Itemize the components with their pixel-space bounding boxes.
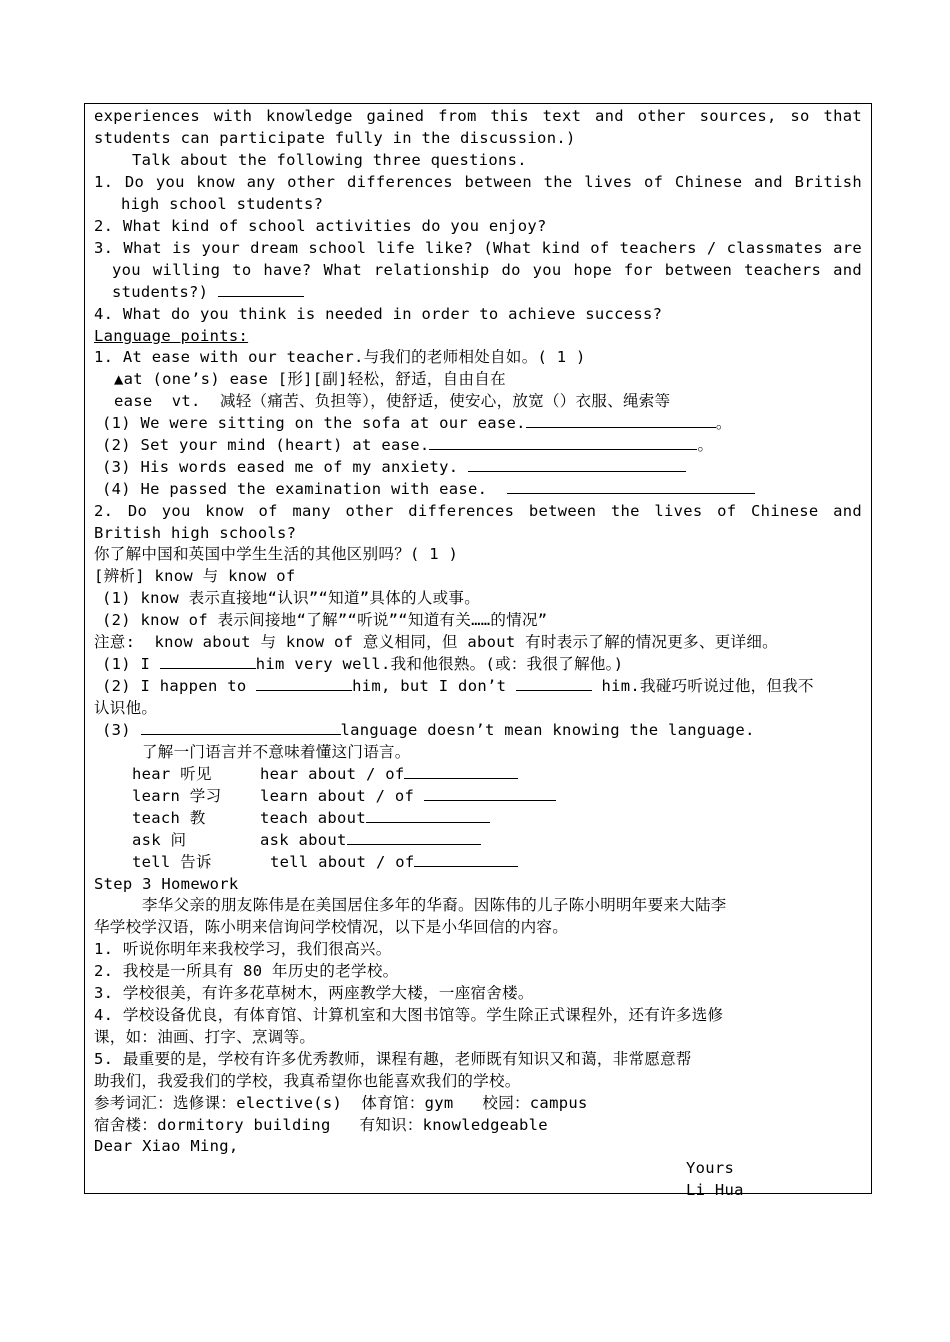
exercise-line: (3) language doesn’t mean knowing the language. [102, 721, 755, 739]
text-line: 了解一门语言并不意味着懂这门语言。 [142, 743, 411, 761]
example-line: (2) Set your mind (heart) at ease. 。 [102, 436, 714, 454]
text-line: 课，如：油画、打字、烹调等。 [94, 1028, 316, 1046]
answer-blank[interactable] [404, 764, 518, 779]
text-line: 2. Do you know of many other differences between the lives of Chinese and [94, 502, 862, 520]
letter-closing: Yours [686, 1159, 735, 1177]
section-heading: Step 3 Homework [94, 875, 239, 893]
text-line: students can participate fully in the discussion.) [94, 129, 576, 147]
text-line: 李华父亲的朋友陈伟是在美国居住多年的华裔。因陈伟的儿子陈小明明年要来大陆李 [142, 896, 727, 914]
list-item: 4. 学校设备优良，有体育馆、计算机室和大图书馆等。学生除正式课程外，还有许多选修 [94, 1006, 724, 1024]
vocab-phrase: ask about [260, 829, 481, 851]
letter-signature: Li Hua [686, 1181, 744, 1199]
text-line: 你了解中国和英国中学生生活的其他区别吗？( 1 ) [94, 545, 459, 563]
list-item: 2. 我校是一所具有 80 年历史的老学校。 [94, 962, 399, 980]
question-4: 4. What do you think is needed in order to achieve success? [94, 305, 663, 323]
text-line: British high schools? [94, 524, 297, 542]
example-line: (4) He passed the examination with ease. [102, 478, 755, 500]
vocab-phrase: teach about [260, 807, 490, 829]
question-2: 2. What kind of school activities do you enjoy? [94, 217, 547, 235]
answer-blank[interactable] [429, 435, 697, 450]
exercise-line: (1) I him very well.我和他很熟。(或：我很了解他。) [102, 655, 624, 673]
answer-blank[interactable] [468, 457, 686, 472]
text-line: you willing to have? What relationship do you hope for between teachers and [112, 261, 862, 279]
text-line: Talk about the following three questions. [132, 151, 527, 169]
vocab-reference: 宿舍楼：dormitory building 有知识：knowledgeable [94, 1116, 548, 1134]
text-line: 助我们，我爱我们的学校，我真希望你也能喜欢我们的学校。 [94, 1072, 521, 1090]
vocab-word: teach 教 [132, 809, 206, 827]
vocab-phrase: tell about / of [270, 851, 518, 873]
text-line: 华学校学汉语，陈小明来信询问学校情况，以下是小华回信的内容。 [94, 918, 569, 936]
text-line: experiences with knowledge gained from this text and other sources, so that [94, 107, 862, 125]
answer-blank[interactable] [526, 413, 716, 428]
text-line: ▲at (one’s) ease [形][副]轻松，舒适，自由自在 [114, 370, 506, 388]
section-heading: Language points: [94, 327, 249, 345]
example-line: (1) We were sitting on the sofa at our ease. 。 [102, 414, 732, 432]
note-line: 注意: know about 与 know of 意义相同，但 about 有时表示了解的情况更多、更详细。 [94, 633, 778, 651]
answer-blank[interactable] [218, 282, 304, 297]
text-line: 1. At ease with our teacher.与我们的老师相处自如。( 1 ) [94, 348, 586, 366]
text-line: [辨析] know 与 know of [94, 567, 296, 585]
answer-blank[interactable] [414, 852, 518, 867]
vocab-word: hear 听见 [132, 765, 212, 783]
answer-blank[interactable] [516, 676, 592, 691]
text-line: (1) know 表示直接地“认识”“知道”具体的人或事。 [102, 589, 481, 607]
list-item: 3. 学校很美，有许多花草树木，两座教学大楼，一座宿舍楼。 [94, 984, 534, 1002]
exercise-line: (2) I happen to him, but I don’t him.我碰巧听说过他，但我不 [102, 677, 814, 695]
letter-greeting: Dear Xiao Ming, [94, 1137, 239, 1155]
answer-blank[interactable] [424, 786, 556, 801]
text-line: 认识他。 [94, 699, 158, 717]
question-3: 3. What is your dream school life like? (What kind of teachers / classmates are [94, 239, 862, 257]
text-line: high school students? [121, 195, 324, 213]
text-line: students?) [112, 281, 304, 303]
list-item: 1. 听说你明年来我校学习，我们很高兴。 [94, 940, 392, 958]
text-line: (2) know of 表示间接地“了解”“听说”“知道有关……的情况” [102, 611, 548, 629]
text-line: ease vt. 减轻（痛苦、负担等），使舒适，使安心，放宽（）衣服、绳索等 [114, 392, 671, 410]
answer-blank[interactable] [160, 654, 256, 669]
vocab-phrase: hear about / of [260, 763, 518, 785]
answer-blank[interactable] [366, 808, 490, 823]
answer-blank[interactable] [347, 830, 481, 845]
example-line: (3) His words eased me of my anxiety. [102, 456, 686, 478]
vocab-word: ask 问 [132, 831, 187, 849]
answer-blank[interactable] [141, 720, 341, 735]
answer-blank[interactable] [507, 479, 755, 494]
vocab-word: learn 学习 [132, 787, 222, 805]
vocab-word: tell 告诉 [132, 853, 212, 871]
question-1: 1. Do you know any other differences between the lives of Chinese and British [94, 173, 862, 191]
list-item: 5. 最重要的是，学校有许多优秀教师，课程有趣，老师既有知识又和蔼，非常愿意帮 [94, 1050, 692, 1068]
answer-blank[interactable] [256, 676, 352, 691]
vocab-phrase: learn about / of [260, 785, 556, 807]
vocab-reference: 参考词汇：选修课：elective(s) 体育馆：gym 校园：campus [94, 1094, 588, 1112]
